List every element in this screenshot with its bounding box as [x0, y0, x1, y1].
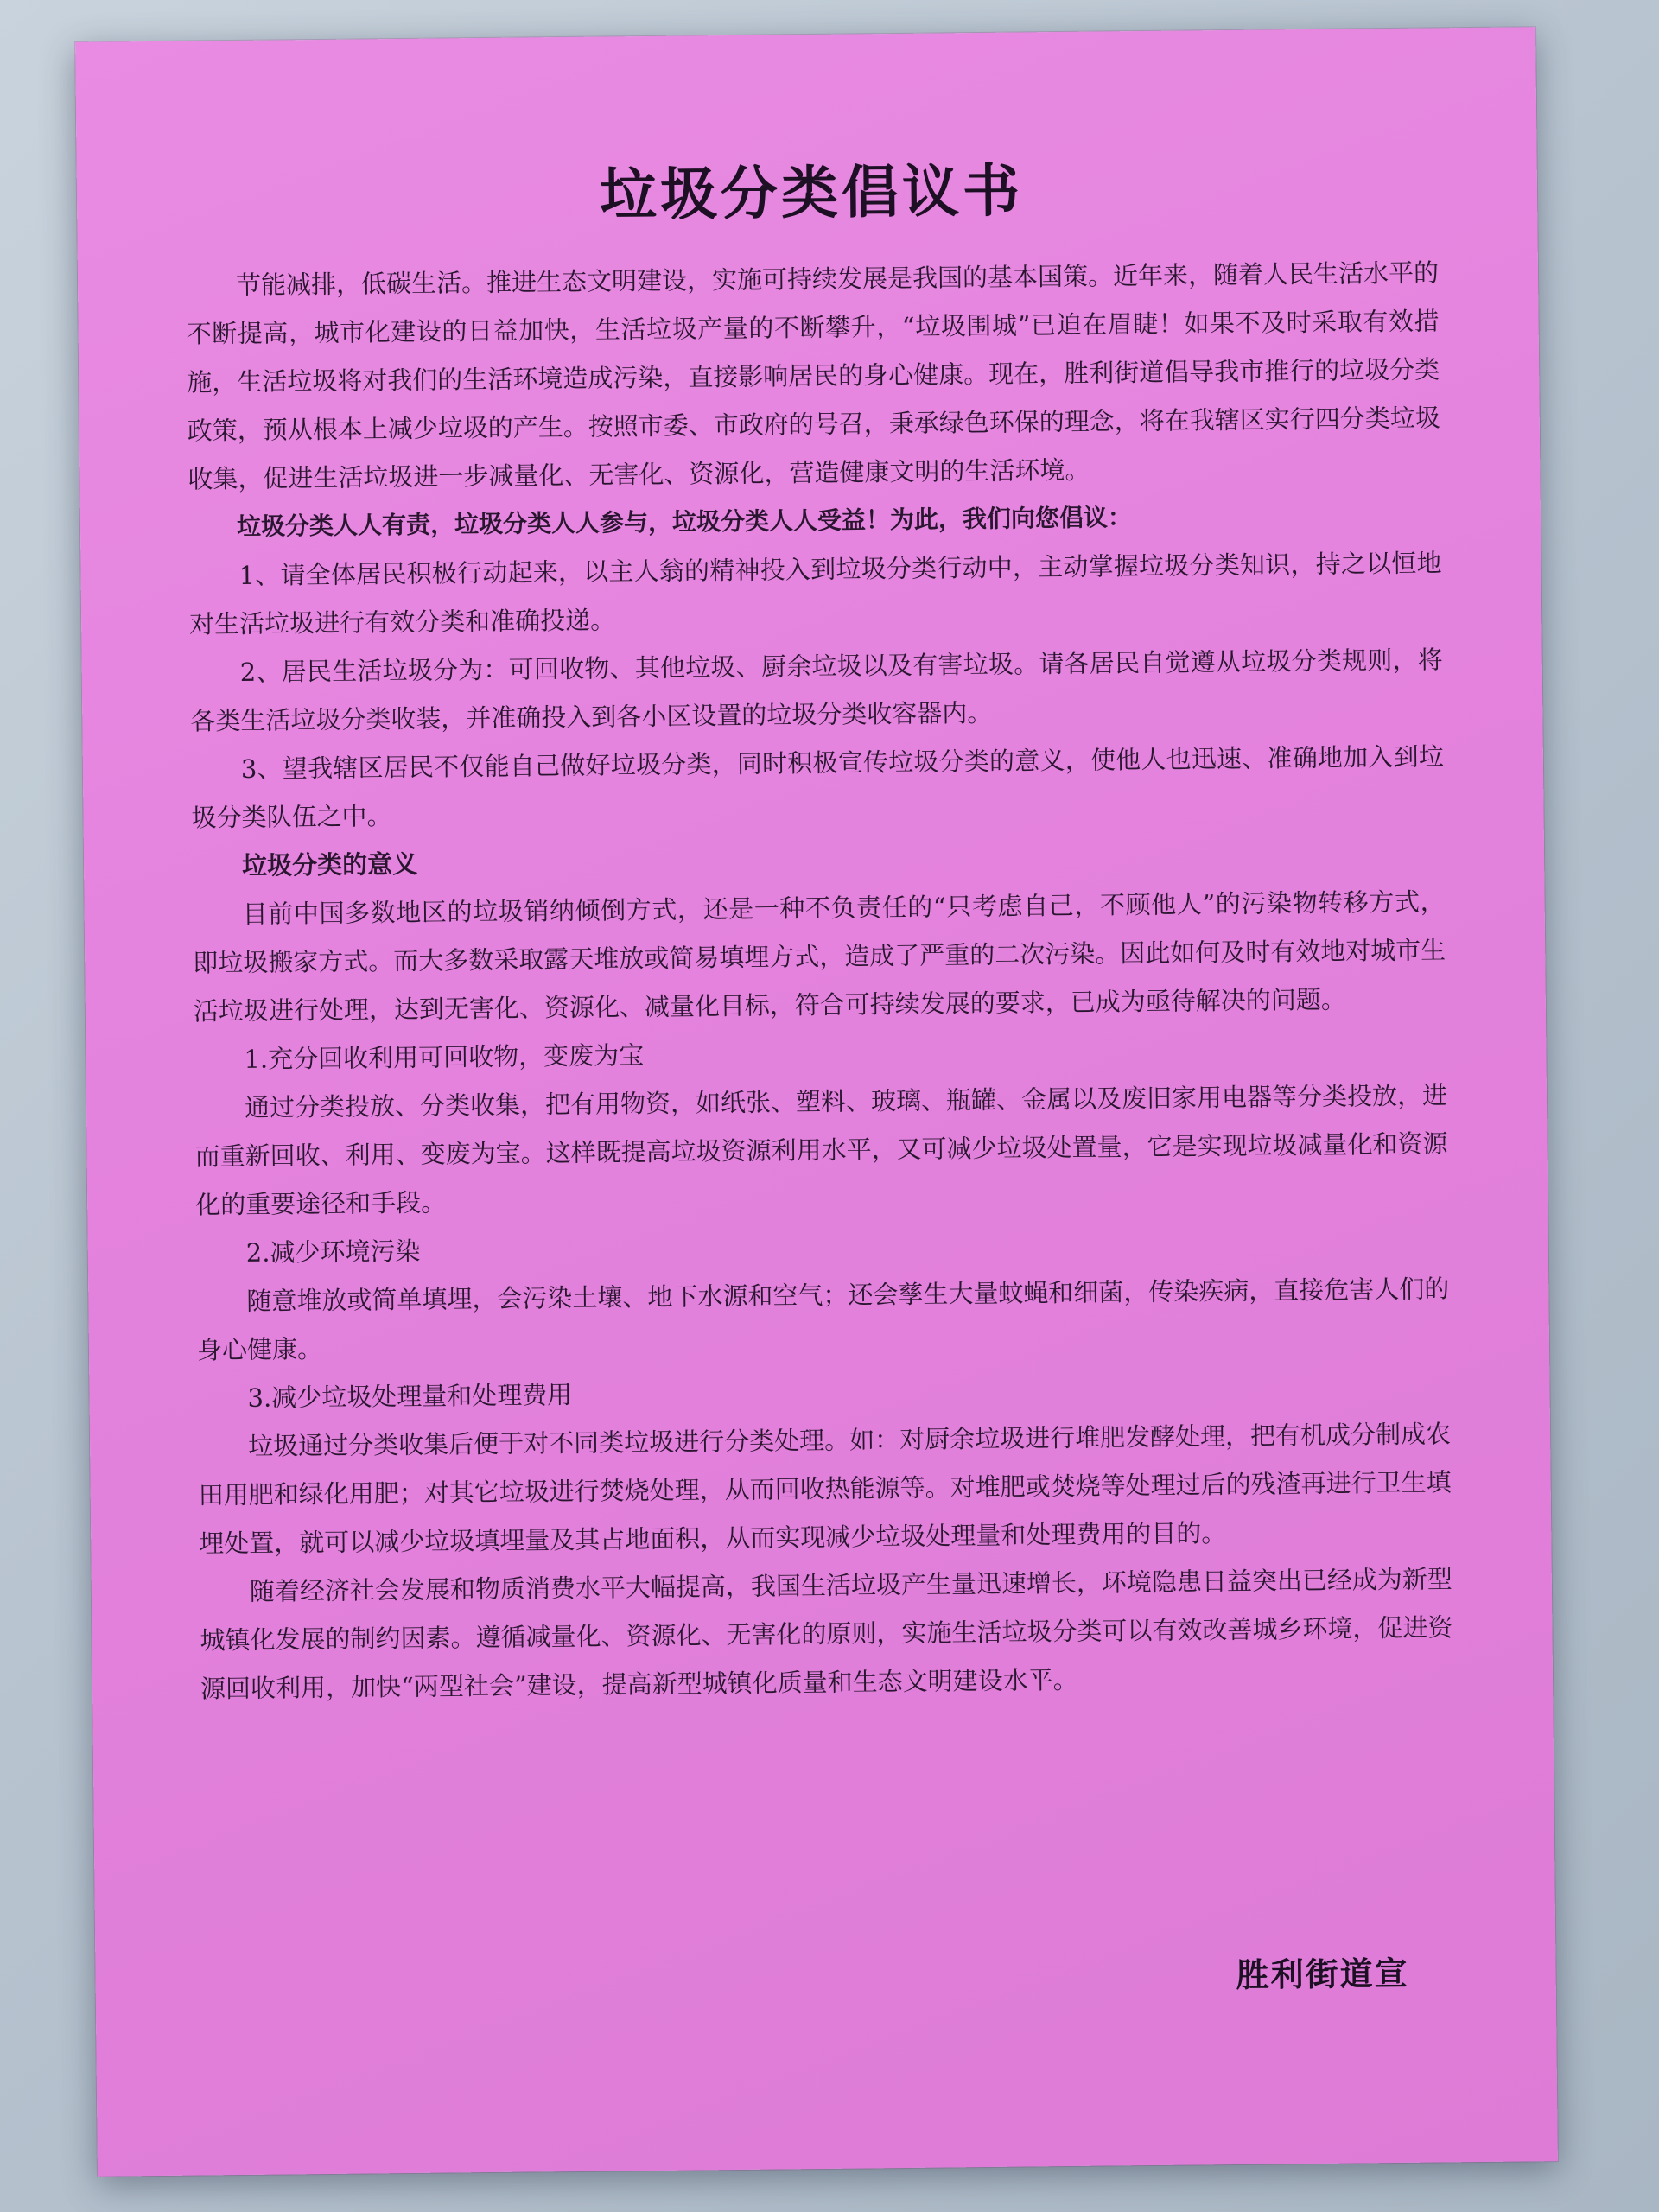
flyer-content [184, 140, 1453, 1713]
point-body-2: 随意堆放或简单填埋，会污染土壤、地下水源和空气；还会孳生大量蚊蝇和细菌，传染疾病，直接危害人们的身心健康。 [196, 1274, 1450, 1365]
document-title: 垃圾分类倡议书 [599, 156, 1024, 229]
point-body-1: 通过分类投放、分类收集，把有用物资，如纸张、塑料、玻璃、瓶罐、金属以及废旧家用电器等分类投放，进而重新回收、利用、变废为宝。这样既提高垃圾资源利用水平，又可减少垃圾处置量，它是实现垃圾减量化和资源化的重要途径和手段。 [194, 1080, 1448, 1220]
significance-intro: 目前中国多数地区的垃圾销纳倾倒方式，还是一种不负责任的“只考虑自己，不顾他人”的污染物转移方式，即垃圾搬家方式。而大多数采取露天堆放或简易填埋方式，造成了严重的二次污染。因此如何及时有效地对城市生活垃圾进行处理，达到无害化、资源化、减量化目标，符合可持续发展的要求，已成为亟待解决的问题。 [193, 887, 1446, 1027]
point-heading-3: 3.减少垃圾处理量和处理费用 [247, 1379, 573, 1413]
proposal-item-1: 1、请全体居民积极行动起来，以主人翁的精神投入到垃圾分类行动中，主动掌握垃圾分类知识，持之以恒地对生活垃圾进行有效分类和准确投递。 [188, 548, 1442, 639]
proposal-item-3: 3、望我辖区居民不仅能自己做好垃圾分类，同时积极宣传垃圾分类的意义，使他人也迅速、准确地加入到垃圾分类队伍之中。 [191, 741, 1445, 833]
flyer-paper [75, 27, 1558, 2177]
call-to-action: 垃圾分类人人有责，垃圾分类人人参与，垃圾分类人人受益！为此，我们向您倡议： [236, 503, 1133, 541]
point-heading-2: 2.减少环境污染 [245, 1236, 421, 1268]
proposal-item-2: 2、居民生活垃圾分为：可回收物、其他垃圾、厨余垃圾以及有害垃圾。请各居民自觉遵从垃圾分类规则，将各类生活垃圾分类收装，并准确投入到各小区设置的垃圾分类收容器内。 [190, 645, 1443, 736]
point-body-3: 垃圾通过分类收集后便于对不同类垃圾进行分类处理。如：对厨余垃圾进行堆肥发酵处理，把有机成分制成农田用肥和绿化用肥；对其它垃圾进行焚烧处理，从而回收热能源等。对堆肥或焚烧等处理过后的残渣再进行卫生填埋处置，就可以减少垃圾填埋量及其占地面积，从而实现减少垃圾处理量和处理费用的目的。 [198, 1419, 1452, 1559]
intro-paragraph: 节能减排，低碳生活。推进生态文明建设，实施可持续发展是我国的基本国策。近年来，随着人民生活水平的不断提高，城市化建设的日益加快，生活垃圾产量的不断攀升，“垃圾围城”已迫在眉睫！如果不及时采取有效措施，生活垃圾将对我们的生活环境造成污染，直接影响居民的身心健康。现在，胜利街道倡导我市推行的垃圾分类政策，预从根本上减少垃圾的产生。按照市委、市政府的号召，秉承绿色环保的理念，将在我辖区实行四分类垃圾收集，促进生活垃圾进一步减量化、无害化、资源化，营造健康文明的生活环境。 [186, 257, 1440, 494]
point-heading-1: 1.充分回收利用可回收物，变废为宝 [244, 1040, 645, 1074]
significance-heading: 垃圾分类的意义 [241, 849, 418, 880]
signature: 胜利街道宣 [1236, 1954, 1409, 1994]
conclusion-paragraph: 随着经济社会发展和物质消费水平大幅提高，我国生活垃圾产生量迅速增长，环境隐患日益突出已经成为新型城镇化发展的制约因素。遵循减量化、资源化、无害化的原则，实施生活垃圾分类可以有效改善城乡环境，促进资源回收利用，加快“两型社会”建设，提高新型城镇化质量和生态文明建设水平。 [200, 1564, 1453, 1704]
